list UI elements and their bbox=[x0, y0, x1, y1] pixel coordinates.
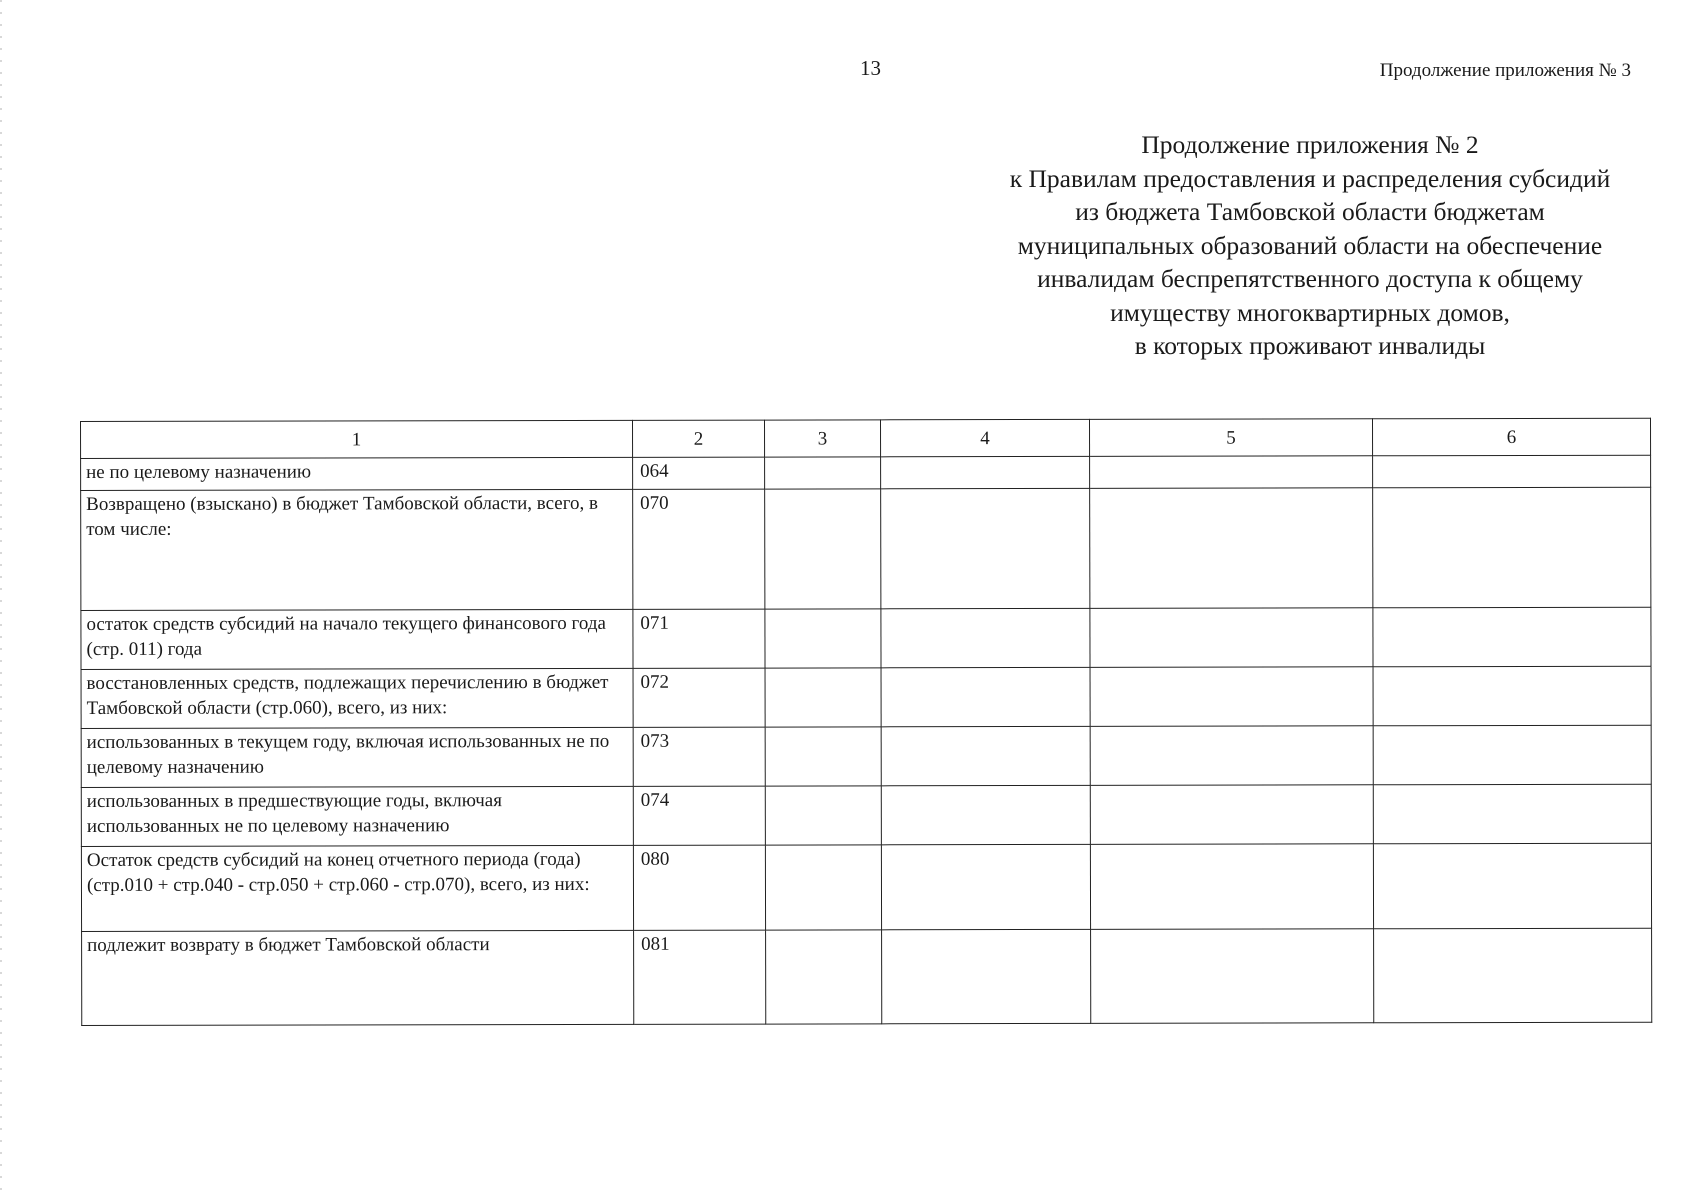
column-header: 1 bbox=[81, 420, 633, 458]
table-cell bbox=[1373, 487, 1651, 608]
table-cell bbox=[766, 930, 882, 1024]
column-number-row bbox=[81, 418, 1651, 458]
appendix-header bbox=[960, 128, 1660, 363]
table-cell bbox=[765, 609, 881, 668]
table-cell bbox=[881, 608, 1090, 667]
table-cell bbox=[1090, 667, 1373, 727]
header-line: Продолжение приложения № 2 bbox=[1141, 130, 1479, 159]
header-line: имуществу многоквартирных домов, bbox=[1110, 297, 1510, 327]
row-label: подлежит возврату в бюджет Тамбовской области bbox=[82, 930, 634, 1025]
scan-edge bbox=[0, 0, 2, 1200]
row-label: Остаток средств субсидий на конец отчетного периода (года) (стр.010 + стр.040 - стр.050 + стр.060 - стр.070), всего, из них: bbox=[81, 845, 633, 931]
column-header: 4 bbox=[880, 419, 1089, 456]
row-label: не по целевому назначению bbox=[81, 457, 633, 490]
table-cell bbox=[765, 786, 881, 845]
table-cell bbox=[1373, 666, 1651, 726]
table-cell bbox=[765, 727, 881, 786]
table-row bbox=[81, 843, 1651, 931]
row-label: использованных в предшествующие годы, включая использованных не по целевому назначению bbox=[81, 786, 633, 846]
header-line: инвалидам беспрепятственного доступа к общему bbox=[1037, 264, 1583, 293]
row-code: 072 bbox=[633, 668, 765, 727]
column-header: 2 bbox=[632, 420, 764, 457]
header-line: в которых проживают инвалиды bbox=[1134, 331, 1486, 360]
table-cell bbox=[1373, 455, 1651, 488]
table-cell bbox=[1090, 488, 1373, 609]
column-header: 3 bbox=[764, 420, 880, 457]
appendix-continuation-note: Продолжение приложения № 3 bbox=[1379, 60, 1631, 81]
report-table bbox=[80, 418, 1652, 1026]
table-cell bbox=[881, 785, 1090, 844]
table-cell bbox=[881, 456, 1090, 488]
table-cell bbox=[1373, 784, 1651, 844]
row-code: 070 bbox=[633, 489, 765, 609]
table-cell bbox=[881, 726, 1090, 785]
row-label: восстановленных средств, подлежащих перечислению в бюджет Тамбовской области (стр.060), всего, из них: bbox=[81, 668, 633, 728]
header-line: из бюджета Тамбовской области бюджетам bbox=[1075, 197, 1545, 226]
column-header: 6 bbox=[1372, 418, 1650, 456]
row-code: 074 bbox=[633, 786, 765, 845]
table-cell bbox=[765, 489, 881, 609]
header-line: к Правилам предоставления и распределения субсидий bbox=[1009, 163, 1611, 193]
table-cell bbox=[1091, 929, 1374, 1024]
table-cell bbox=[1090, 456, 1373, 489]
table-cell bbox=[1090, 608, 1373, 668]
table-row bbox=[82, 928, 1652, 1025]
header-line: муниципальных образований области на обеспечение bbox=[1017, 230, 1603, 260]
table-row bbox=[81, 784, 1651, 846]
row-code: 071 bbox=[633, 609, 765, 668]
table-row bbox=[81, 607, 1651, 669]
row-label: остаток средств субсидий на начало текущего финансового года (стр. 011) года bbox=[81, 609, 633, 669]
table-cell bbox=[1090, 785, 1373, 845]
table-cell bbox=[882, 929, 1091, 1023]
row-label: Возвращено (взыскано) в бюджет Тамбовской области, всего, в том числе: bbox=[81, 489, 633, 610]
table-cell bbox=[881, 488, 1090, 608]
table-cell bbox=[1373, 607, 1651, 667]
table-cell bbox=[765, 457, 881, 489]
table-cell bbox=[881, 667, 1090, 726]
table-cell bbox=[765, 845, 881, 930]
table-row bbox=[81, 455, 1651, 490]
table-cell bbox=[1373, 843, 1651, 929]
table-cell bbox=[765, 668, 881, 727]
row-code: 073 bbox=[633, 727, 765, 786]
page-number: 13 bbox=[860, 56, 881, 80]
table-cell bbox=[1090, 726, 1373, 786]
table-cell bbox=[1374, 928, 1652, 1023]
column-header: 5 bbox=[1089, 419, 1372, 457]
table-row bbox=[81, 725, 1651, 787]
row-code: 081 bbox=[634, 930, 766, 1024]
row-code: 080 bbox=[633, 845, 765, 930]
row-code: 064 bbox=[633, 457, 765, 489]
table-cell bbox=[881, 844, 1090, 929]
table-row bbox=[81, 666, 1651, 728]
row-label: использованных в текущем году, включая использованных не по целевому назначению bbox=[81, 727, 633, 787]
table-row bbox=[81, 487, 1651, 610]
table-cell bbox=[1373, 725, 1651, 785]
table-cell bbox=[1090, 844, 1373, 930]
